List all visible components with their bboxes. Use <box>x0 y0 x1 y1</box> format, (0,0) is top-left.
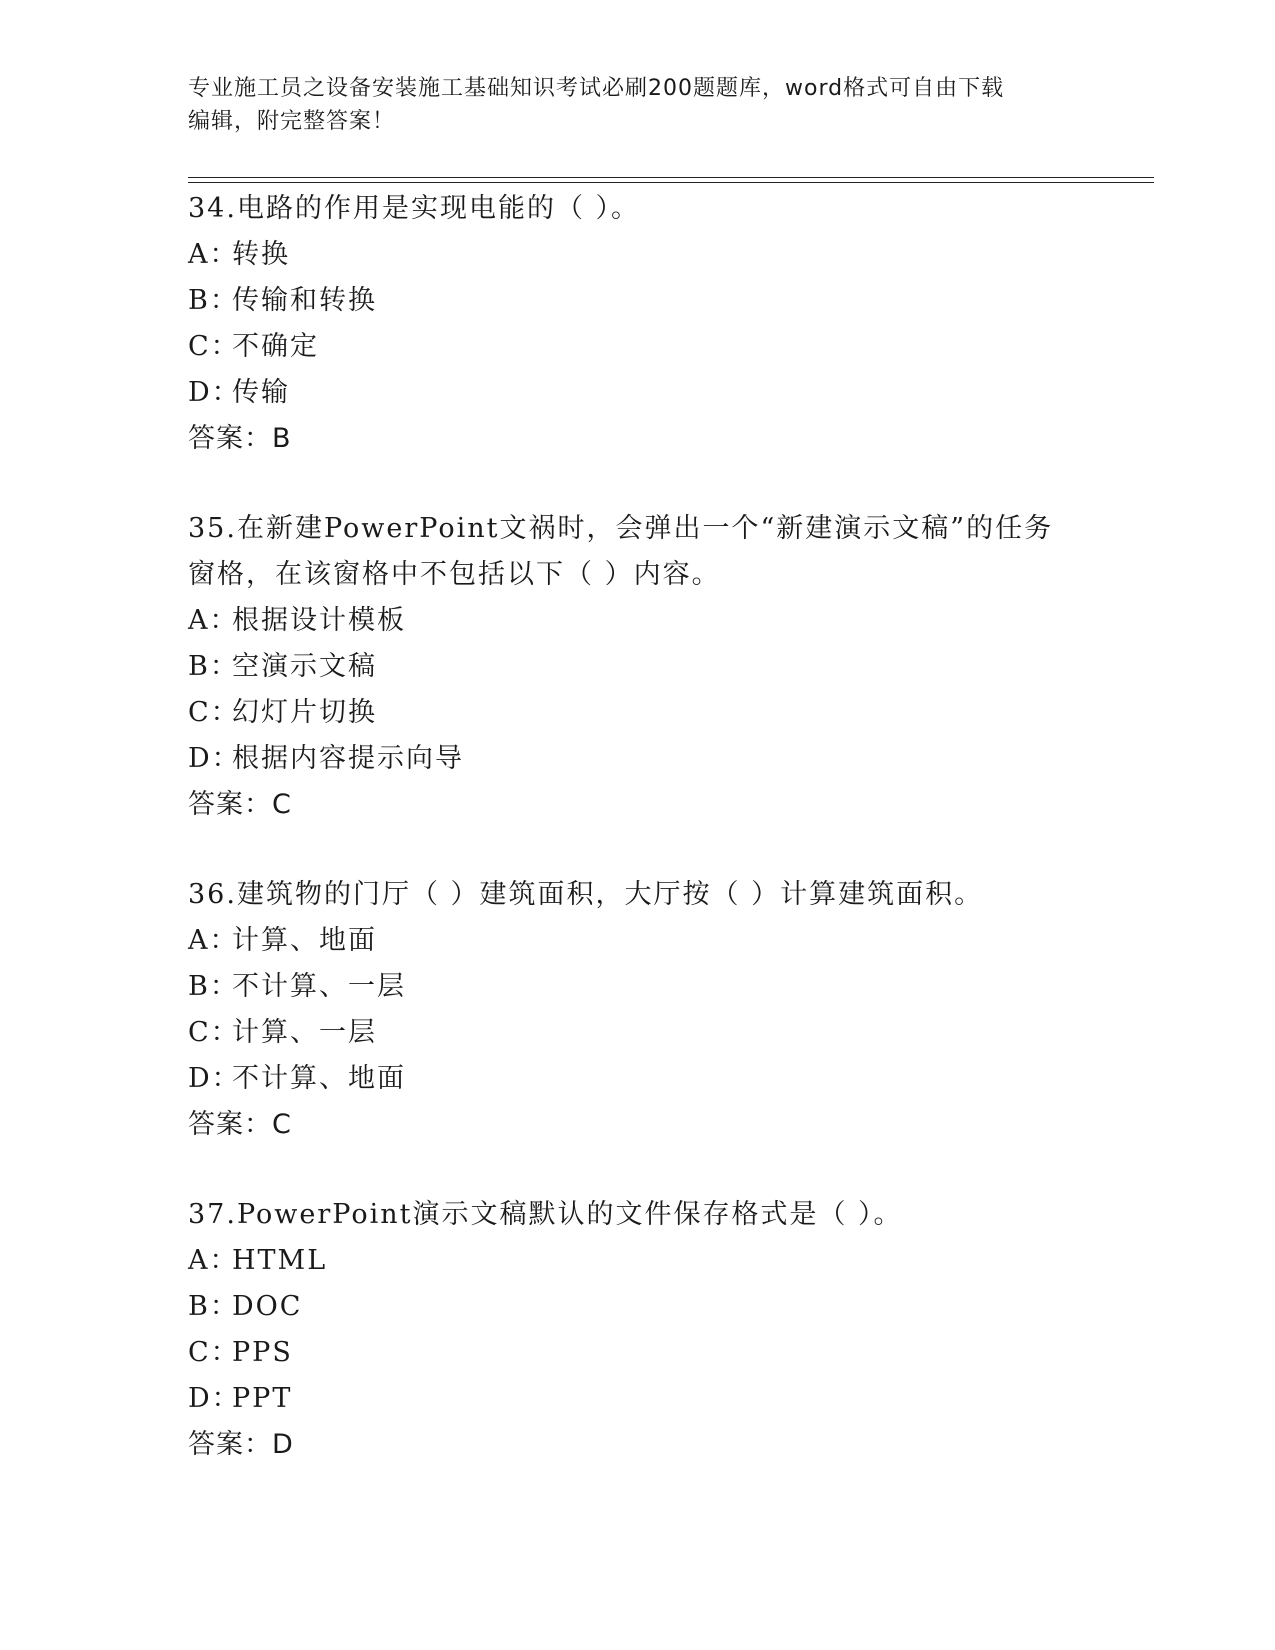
question-number: 36. <box>188 879 237 910</box>
question-number: 37. <box>188 1199 237 1230</box>
option-letter: A： <box>188 239 239 270</box>
option-letter: C： <box>188 1337 240 1368</box>
option-b <box>188 278 1088 324</box>
option-text: 传输 <box>232 377 290 408</box>
question-stem: 电路的作用是实现电能的（ ）。 <box>236 193 641 224</box>
option-text: PPT <box>232 1383 293 1414</box>
option-d <box>188 736 1088 782</box>
option-a <box>188 598 1088 644</box>
question-stem: 在新建PowerPoint文祸时，会弹出一个“新建演示文稿”的任务窗格，在该窗格中不包括以下（ ）内容。 <box>188 513 1054 590</box>
option-letter: C： <box>188 697 240 728</box>
option-letter: B： <box>188 285 239 316</box>
option-text: 根据设计模板 <box>232 605 406 636</box>
option-text: 传输和转换 <box>232 285 377 316</box>
option-d <box>188 1376 1088 1422</box>
question-number: 34. <box>188 193 237 224</box>
header-divider-top <box>188 177 1154 178</box>
answer-line: 答案：C <box>188 1109 292 1140</box>
question-34 <box>188 186 1088 462</box>
option-letter: D： <box>188 377 241 408</box>
option-letter: B： <box>188 1291 239 1322</box>
option-c <box>188 1010 1088 1056</box>
option-d <box>188 370 1088 416</box>
option-c <box>188 324 1088 370</box>
header-line-2: 编辑，附完整答案！ <box>188 109 396 134</box>
option-b <box>188 964 1088 1010</box>
option-letter: C： <box>188 331 240 362</box>
option-letter: A： <box>188 1245 239 1276</box>
option-letter: A： <box>188 605 239 636</box>
option-text: 不计算、地面 <box>232 1063 406 1094</box>
option-letter: A： <box>188 925 239 956</box>
question-list <box>188 186 1088 1512</box>
answer-line: 答案：B <box>188 423 292 454</box>
option-text: PPS <box>232 1337 293 1368</box>
question-35 <box>188 506 1088 828</box>
header-line-1: 专业施工员之设备安装施工基础知识考试必刷200题题库，word格式可自由下载 <box>188 76 1005 101</box>
option-text: 计算、一层 <box>232 1017 377 1048</box>
answer-line: 答案：D <box>188 1429 294 1460</box>
option-c <box>188 690 1088 736</box>
option-text: 根据内容提示向导 <box>232 743 464 774</box>
question-text <box>188 506 1068 598</box>
option-letter: D： <box>188 743 241 774</box>
question-number: 35. <box>188 513 237 544</box>
question-text <box>188 1192 1068 1238</box>
header-divider-bottom <box>188 182 1154 183</box>
option-a <box>188 1238 1088 1284</box>
option-letter: D： <box>188 1063 241 1094</box>
option-b <box>188 1284 1088 1330</box>
option-letter: C： <box>188 1017 240 1048</box>
option-a <box>188 232 1088 278</box>
option-b <box>188 644 1088 690</box>
option-text: 不确定 <box>232 331 319 362</box>
option-a <box>188 918 1088 964</box>
option-text: 幻灯片切换 <box>232 697 377 728</box>
answer-line: 答案：C <box>188 789 292 820</box>
option-text: 空演示文稿 <box>232 651 377 682</box>
option-text: DOC <box>232 1291 303 1322</box>
question-36 <box>188 872 1088 1148</box>
option-text: 转换 <box>232 239 290 270</box>
question-stem: 建筑物的门厅（ ）建筑面积，大厅按（ ）计算建筑面积。 <box>236 879 984 910</box>
option-letter: B： <box>188 971 239 1002</box>
question-37 <box>188 1192 1088 1468</box>
option-text: HTML <box>232 1245 328 1276</box>
question-text <box>188 186 1068 232</box>
option-c <box>188 1330 1088 1376</box>
question-stem: PowerPoint演示文稿默认的文件保存格式是（ ）。 <box>236 1199 903 1230</box>
option-text: 计算、地面 <box>232 925 377 956</box>
option-letter: D： <box>188 1383 241 1414</box>
document-header <box>188 72 1088 138</box>
option-d <box>188 1056 1088 1102</box>
option-text: 不计算、一层 <box>232 971 406 1002</box>
question-text <box>188 872 1068 918</box>
option-letter: B： <box>188 651 239 682</box>
